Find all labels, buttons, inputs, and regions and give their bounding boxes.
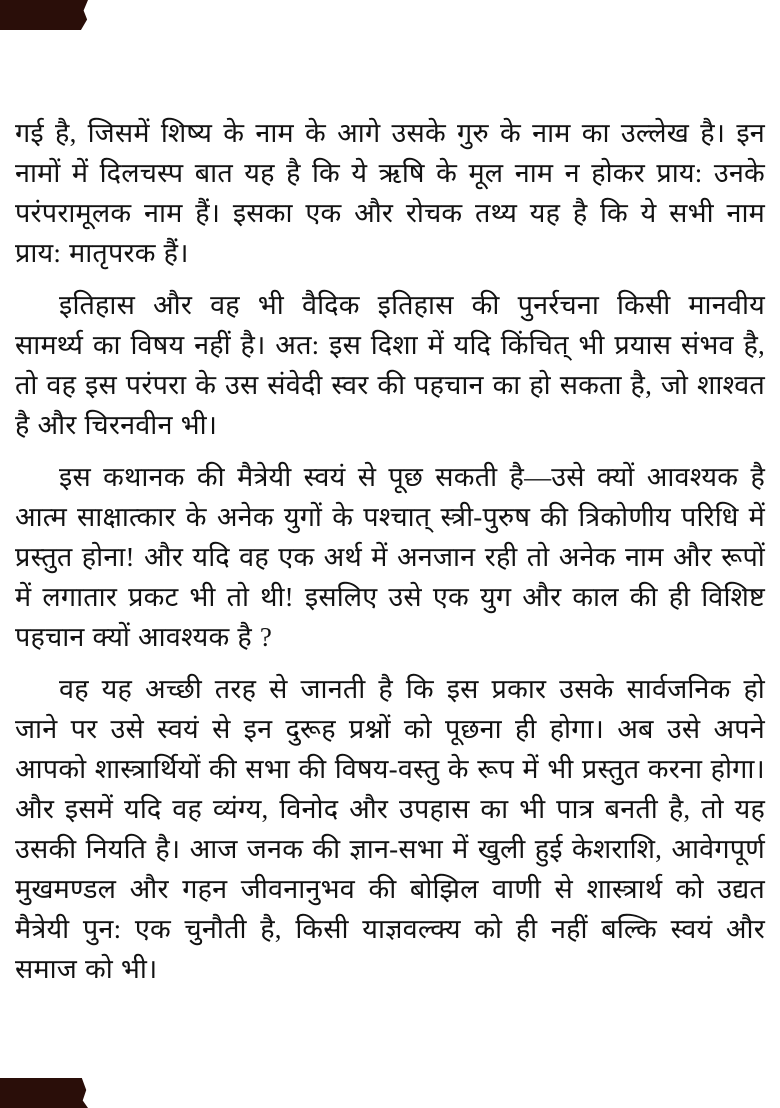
text-line: परंपरामूलक नाम हैं। इसका एक और रोचक तथ्य यह है कि ये सभी नाम bbox=[15, 198, 765, 228]
paragraph bbox=[15, 669, 765, 989]
text-line: उसकी नियति है। आज जनक की ज्ञान-सभा में खुली हुई केशराशि, आवेगपूर्ण bbox=[15, 834, 765, 864]
text-line: सामर्थ्य का विषय नहीं है। अत: इस दिशा में यदि किंचित् भी प्रयास संभव है, bbox=[15, 330, 765, 360]
page-text bbox=[15, 113, 765, 989]
paragraph bbox=[15, 457, 765, 657]
text-line: जाने पर उसे स्वयं से इन दुरूह प्रश्नों को पूछना ही होगा। अब उसे अपने bbox=[15, 714, 765, 744]
text-line: में लगातार प्रकट भी तो थी! इसलिए उसे एक युग और काल की ही विशिष्ट bbox=[15, 582, 765, 612]
scan-artifact-top-left bbox=[0, 0, 88, 30]
text-line: पहचान क्यों आवश्यक है ? bbox=[15, 622, 273, 652]
text-line: प्रस्तुत होना! और यदि वह एक अर्थ में अनजान रही तो अनेक नाम और रूपों bbox=[15, 542, 765, 572]
text-line: है और चिरनवीन भी। bbox=[15, 410, 218, 440]
text-line: आपको शास्त्रार्थियों की सभा की विषय-वस्तु के रूप में भी प्रस्तुत करना होगा। bbox=[15, 754, 765, 784]
text-line: इतिहास और वह भी वैदिक इतिहास की पुनर्रचना किसी मानवीय bbox=[59, 290, 765, 320]
text-line: समाज को भी। bbox=[15, 954, 158, 984]
paragraph bbox=[15, 113, 765, 273]
paragraph bbox=[15, 285, 765, 445]
text-line: प्राय: मातृपरक हैं। bbox=[15, 238, 189, 268]
text-line: और इसमें यदि वह व्यंग्य, विनोद और उपहास का भी पात्र बनती है, तो यह bbox=[15, 794, 765, 824]
text-line: आत्म साक्षात्कार के अनेक युगों के पश्चात् स्त्री-पुरुष की त्रिकोणीय परिधि में bbox=[15, 502, 765, 532]
text-line: गई है, जिसमें शिष्य के नाम के आगे उसके गुरु के नाम का उल्लेख है। इन bbox=[15, 118, 765, 148]
text-line: मुखमण्डल और गहन जीवनानुभव की बोझिल वाणी से शास्त्रार्थ को उद्यत bbox=[15, 874, 765, 904]
text-line: नामों में दिलचस्प बात यह है कि ये ऋषि के मूल नाम न होकर प्राय: उनके bbox=[15, 158, 765, 188]
text-line: मैत्रेयी पुन: एक चुनौती है, किसी याज्ञवल्क्य को ही नहीं बल्कि स्वयं और bbox=[15, 914, 765, 944]
text-line: वह यह अच्छी तरह से जानती है कि इस प्रकार उसके सार्वजनिक हो bbox=[59, 674, 765, 704]
text-line: इस कथानक की मैत्रेयी स्वयं से पूछ सकती है—उसे क्यों आवश्यक है bbox=[59, 462, 765, 492]
text-line: तो वह इस परंपरा के उस संवेदी स्वर की पहचान का हो सकता है, जो शाश्वत bbox=[15, 370, 765, 400]
scan-artifact-bottom-left bbox=[0, 1078, 88, 1108]
